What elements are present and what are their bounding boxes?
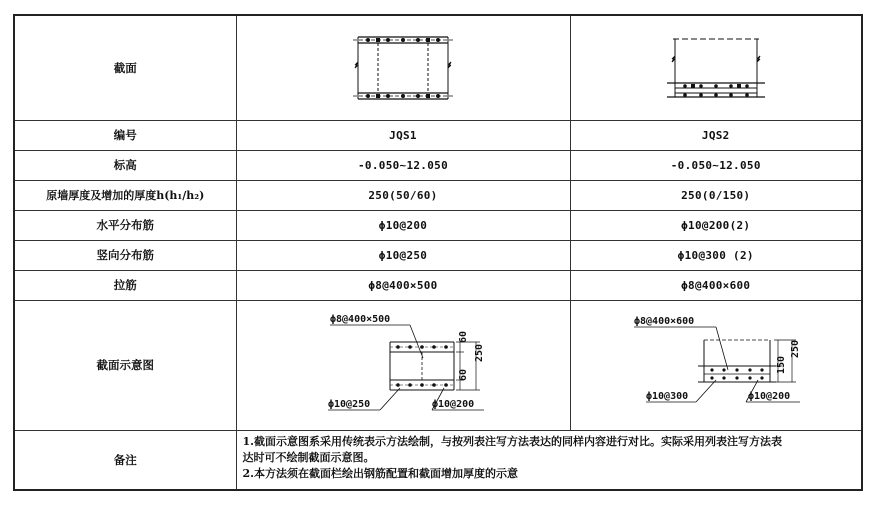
jqs1-diagram-tie-label: ϕ8@400×500	[330, 314, 391, 325]
jqs2-tie: ϕ8@400×600	[570, 270, 861, 300]
jqs2-horizontal: ϕ10@200(2)	[570, 210, 861, 240]
remarks-text	[236, 430, 861, 489]
jqs1-dim-mid: 250	[474, 343, 485, 362]
row-number	[15, 120, 861, 150]
jqs1-elevation: -0.050~12.050	[236, 150, 570, 180]
label-section: 截面	[15, 16, 236, 120]
label-tie: 拉筋	[15, 270, 236, 300]
jqs1-dim-top: 60	[458, 330, 469, 343]
jqs1-number: JQS1	[236, 120, 570, 150]
remark-line-1: 1.截面示意图系采用传统表示方法绘制，与按列表注写方法表达的同样内容进行对比。实际采用列表注写方法表	[242, 434, 782, 448]
jqs2-diagram	[616, 310, 816, 420]
row-vertical-bars	[15, 240, 861, 270]
jqs1-vertical: ϕ10@250	[236, 240, 570, 270]
jqs2-number: JQS2	[570, 120, 861, 150]
label-number: 编号	[15, 120, 236, 150]
row-thickness	[15, 180, 861, 210]
jqs1-dim-bottom: 60	[458, 368, 469, 381]
row-remarks	[15, 430, 861, 489]
jqs2-diagram-left-label: ϕ10@300	[645, 391, 688, 402]
row-horizontal-bars	[15, 210, 861, 240]
jqs2-diagram-right-label: ϕ10@200	[747, 391, 790, 402]
specification-table-frame	[13, 14, 863, 491]
jqs2-dim-outer: 250	[789, 339, 801, 358]
row-tie-bars	[15, 270, 861, 300]
row-diagram	[15, 300, 861, 430]
jqs2-elevation: -0.050~12.050	[570, 150, 861, 180]
jqs1-section-drawing	[236, 16, 570, 120]
label-vertical: 竖向分布筋	[15, 240, 236, 270]
jqs1-thickness: 250(50/60)	[236, 180, 570, 210]
label-diagram: 截面示意图	[15, 300, 236, 430]
jqs1-diagram	[298, 310, 508, 420]
jqs2-section-drawing	[570, 16, 861, 120]
remark-line-2: 达时可不绘制截面示意图。	[242, 450, 375, 464]
row-section	[15, 16, 861, 120]
jqs2-diagram-tie-label: ϕ8@400×600	[633, 316, 694, 327]
jqs2-vertical: ϕ10@300 (2)	[570, 240, 861, 270]
jqs2-dim-inner: 150	[775, 355, 787, 374]
row-elevation	[15, 150, 861, 180]
label-elevation: 标高	[15, 150, 236, 180]
jqs1-diagram-right-label: ϕ10@200	[432, 399, 475, 410]
label-thickness: 原墙厚度及增加的厚度h(h₁/h₂)	[15, 180, 236, 210]
jqs2-diagram-cell	[570, 300, 861, 430]
jqs1-diagram-cell	[236, 300, 570, 430]
jqs1-diagram-left-label: ϕ10@250	[328, 399, 371, 410]
jqs1-horizontal: ϕ10@200	[236, 210, 570, 240]
jqs1-tie: ϕ8@400×500	[236, 270, 570, 300]
jqs1-section-figure	[343, 29, 463, 107]
wall-reinforcement-table	[15, 16, 861, 489]
remark-line-3: 2.本方法须在截面栏绘出钢筋配置和截面增加厚度的示意	[242, 466, 518, 480]
label-remarks: 备注	[15, 430, 236, 489]
jqs2-thickness: 250(0/150)	[570, 180, 861, 210]
label-horizontal: 水平分布筋	[15, 210, 236, 240]
jqs2-section-figure	[661, 29, 771, 107]
